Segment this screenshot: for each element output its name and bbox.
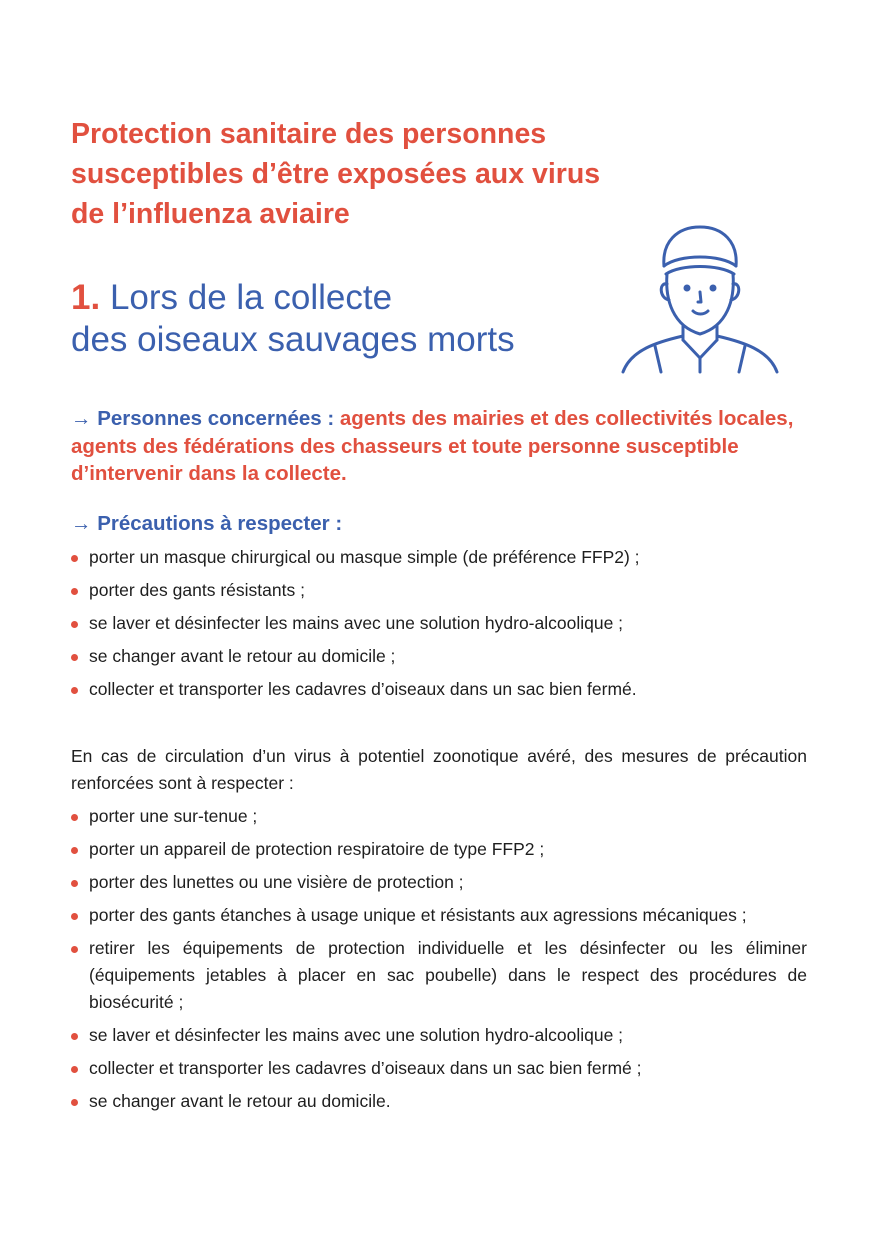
reinforced-intro: En cas de circulation d’un virus à potentiel zoonotique avéré, des mesures de précaution renforcées sont à respecter :	[71, 746, 807, 793]
list-item-text: porter un masque chirurgical ou masque simple (de préférence FFP2) ;	[89, 547, 640, 567]
list-item	[71, 935, 807, 1016]
list-item	[71, 577, 807, 604]
bullet-icon	[71, 1066, 78, 1073]
list-item	[71, 610, 807, 637]
concerned-text: agents des mairies et des collectivités locales, agents des fédérations des chasseurs et toute personne susceptible d’intervenir dans la collecte.	[71, 407, 794, 485]
bullet-icon	[71, 687, 78, 694]
list-item-text: porter un appareil de protection respiratoire de type FFP2 ;	[89, 839, 545, 859]
list-item-text: se laver et désinfecter les mains avec une solution hydro-alcoolique ;	[89, 613, 624, 633]
list-item	[71, 643, 807, 670]
section-title	[71, 277, 515, 361]
list-item-text: porter des lunettes ou une visière de protection ;	[89, 872, 464, 892]
list-item-text: se laver et désinfecter les mains avec une solution hydro-alcoolique ;	[89, 1025, 624, 1045]
page-title	[71, 114, 771, 234]
list-item-text: porter une sur-tenue ;	[89, 806, 258, 826]
title-line: Protection sanitaire des personnes	[71, 118, 547, 150]
section-title-text: Lors de la collecte	[109, 278, 393, 317]
list-item	[71, 544, 807, 571]
precautions-list	[71, 544, 807, 709]
person-with-cap-icon	[617, 222, 783, 374]
reinforced-precautions-list	[71, 803, 807, 1121]
precautions-heading: → Précautions à respecter :	[71, 512, 343, 535]
section-number: 1.	[71, 278, 101, 317]
list-item	[71, 676, 807, 703]
bullet-icon	[71, 880, 78, 887]
bullet-icon	[71, 847, 78, 854]
bullet-icon	[71, 913, 78, 920]
bullet-icon	[71, 654, 78, 661]
bullet-icon	[71, 555, 78, 562]
bullet-icon	[71, 946, 78, 953]
bullet-icon	[71, 588, 78, 595]
list-item	[71, 1055, 807, 1082]
list-item-text: se changer avant le retour au domicile.	[89, 1091, 391, 1111]
title-line: susceptibles d’être exposées aux virus	[71, 158, 601, 190]
list-item	[71, 836, 807, 863]
bullet-icon	[71, 1033, 78, 1040]
list-item	[71, 1022, 807, 1049]
list-item-text: porter des gants étanches à usage unique et résistants aux agressions mécaniques ;	[89, 905, 747, 925]
list-item-text: se changer avant le retour au domicile ;	[89, 646, 396, 666]
concerned-persons	[71, 405, 811, 488]
list-item-text: retirer les équipements de protection individuelle et les désinfecter ou les éliminer (équipements jetables à placer en sac poubelle) dans le respect des procédures de biosécurité ;	[89, 938, 807, 1012]
list-item	[71, 869, 807, 896]
list-item-text: collecter et transporter les cadavres d’oiseaux dans un sac bien fermé ;	[89, 1058, 642, 1078]
list-item	[71, 803, 807, 830]
list-item-text: porter des gants résistants ;	[89, 580, 305, 600]
list-item	[71, 902, 807, 929]
section-title-line	[71, 277, 515, 319]
bullet-icon	[71, 814, 78, 821]
concerned-label: → Personnes concernées :	[71, 407, 335, 430]
title-line: de l’influenza aviaire	[71, 198, 350, 230]
bullet-icon	[71, 621, 78, 628]
bullet-icon	[71, 1099, 78, 1106]
list-item-text: collecter et transporter les cadavres d’oiseaux dans un sac bien fermé.	[89, 679, 637, 699]
section-title-line: des oiseaux sauvages morts	[71, 320, 515, 359]
list-item	[71, 1088, 807, 1115]
